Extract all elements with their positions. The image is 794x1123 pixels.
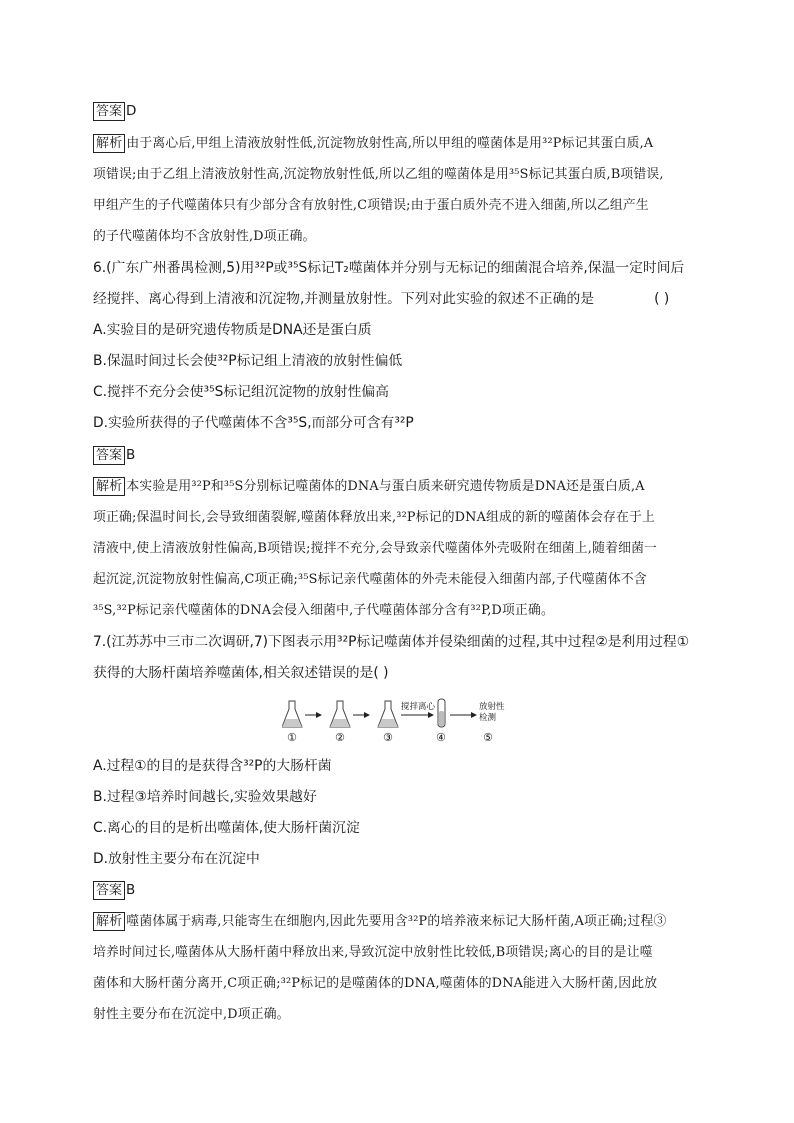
- step-number: ①: [287, 731, 297, 744]
- step-number: ⑤: [483, 731, 493, 744]
- explain-line: 项错误;由于乙组上清液放射性高,沉淀物放射性低,所以乙组的噬菌体是用³⁵S标记其蛋白质,B项错误,: [93, 167, 664, 182]
- q6-explanation: [93, 471, 703, 626]
- flask-icon: [378, 701, 398, 727]
- option-a: A.实验目的是研究遗传物质是DNA还是蛋白质: [93, 322, 372, 338]
- q7-options: [93, 751, 703, 875]
- answer-tag: 答案: [93, 102, 125, 121]
- option-c: C.搅拌不充分会使³⁵S标记组沉淀物的放射性偏高: [93, 384, 389, 400]
- step-number: ③: [383, 731, 393, 744]
- explain-line: 菌体和大肠杆菌分离开,C项正确;³²P标记的是噬菌体的DNA,噬菌体的DNA能进入大肠杆菌,因此放: [93, 976, 658, 991]
- question-7: [93, 627, 703, 689]
- answer-value: B: [126, 447, 136, 463]
- answer-value: D: [126, 103, 137, 119]
- process-diagram: [282, 697, 522, 747]
- question-stem-line: 获得的大肠杆菌培养噬菌体,相关叙述错误的是( ): [93, 665, 389, 681]
- option-b: B.过程③培养时间越长,实验效果越好: [93, 789, 317, 805]
- explain-line: 的子代噬菌体均不含放射性,D项正确。: [93, 229, 316, 244]
- explain-line: 射性主要分布在沉淀中,D项正确。: [93, 1007, 290, 1022]
- test-tube-icon: [438, 699, 445, 727]
- explain-tag: 解析: [93, 912, 125, 931]
- explain-line: 起沉淀,沉淀物放射性偏高,C项正确;³⁵S标记亲代噬菌体的外壳未能侵入细菌内部,子代噬菌体不含: [93, 572, 647, 587]
- arrow-label: 搅拌离心: [401, 702, 436, 712]
- q7-explanation: [93, 906, 703, 1030]
- explain-line: 清液中,使上清液放射性偏高,B项错误;搅拌不充分,会导致亲代噬菌体外壳吸附在细菌上,随着细菌一: [93, 541, 658, 556]
- question-stem-line: 7.(江苏苏中三市二次调研,7)下图表示用³²P标记噬菌体并侵染细菌的过程,其中过程②是利用过程①: [93, 634, 690, 650]
- explain-line: ³⁵S,³²P标记亲代噬菌体的DNA会侵入细菌中,子代噬菌体部分含有³²P,D项正确。: [93, 603, 554, 618]
- question-6: [93, 253, 703, 315]
- answer-blank: ( ): [654, 291, 670, 307]
- explain-line: 甲组产生的子代噬菌体只有少部分含有放射性,C项错误;由于蛋白质外壳不进入细菌,所以乙组产生: [93, 198, 649, 213]
- question-stem-line: 经搅拌、离心得到上清液和沉淀物,并测量放射性。下列对此实验的叙述不正确的是: [93, 291, 595, 307]
- answer-value: B: [126, 882, 136, 898]
- explain-line: 本实验是用³²P和³⁵S分别标记噬菌体的DNA与蛋白质来研究遗传物质是DNA还是蛋白质,A: [126, 479, 645, 494]
- explain-line: 由于离心后,甲组上清液放射性低,沉淀物放射性高,所以甲组的噬菌体是用³²P标记其蛋白质,A: [126, 136, 654, 151]
- explain-line: 培养时间过长,噬菌体从大肠杆菌中释放出来,导致沉淀中放射性比较低,B项错误;离心的目的是让噬: [93, 945, 653, 960]
- end-label: 检测: [479, 713, 497, 723]
- q5-explanation: [93, 128, 703, 252]
- answer-tag: 答案: [93, 446, 125, 465]
- option-d: D.放射性主要分布在沉淀中: [93, 851, 260, 867]
- option-d: D.实验所获得的子代噬菌体不含³⁵S,而部分可含有³²P: [93, 415, 414, 431]
- q6-options: [93, 315, 703, 439]
- step-number: ④: [436, 731, 446, 744]
- option-c: C.离心的目的是析出噬菌体,使大肠杆菌沉淀: [93, 820, 360, 836]
- question-stem-line: 6.(广东广州番禺检测,5)用³²P或³⁵S标记T₂噬菌体并分别与无标记的细菌混合培养,保温一定时间后: [93, 260, 685, 276]
- q7-answer-row: [93, 875, 703, 906]
- answer-tag: 答案: [93, 881, 125, 900]
- q6-answer-row: [93, 440, 703, 471]
- option-b: B.保温时间过长会使³²P标记组上清液的放射性偏低: [93, 353, 403, 369]
- explain-tag: 解析: [93, 134, 125, 153]
- step-number: ②: [335, 731, 345, 744]
- explain-line: 项正确;保温时间长,会导致细菌裂解,噬菌体释放出来,³²P标记的DNA组成的新的噬菌体会存在于上: [93, 510, 655, 525]
- end-label: 放射性: [479, 702, 505, 712]
- option-a: A.过程①的目的是获得含³²P的大肠杆菌: [93, 758, 332, 774]
- explain-line: 噬菌体属于病毒,只能寄生在细胞内,因此先要用含³²P的培养液来标记大肠杆菌,A项正确;过程③: [126, 914, 667, 929]
- flask-icon: [282, 701, 302, 727]
- flask-icon: [330, 701, 350, 727]
- explain-tag: 解析: [93, 477, 125, 496]
- q5-answer-row: [93, 96, 703, 127]
